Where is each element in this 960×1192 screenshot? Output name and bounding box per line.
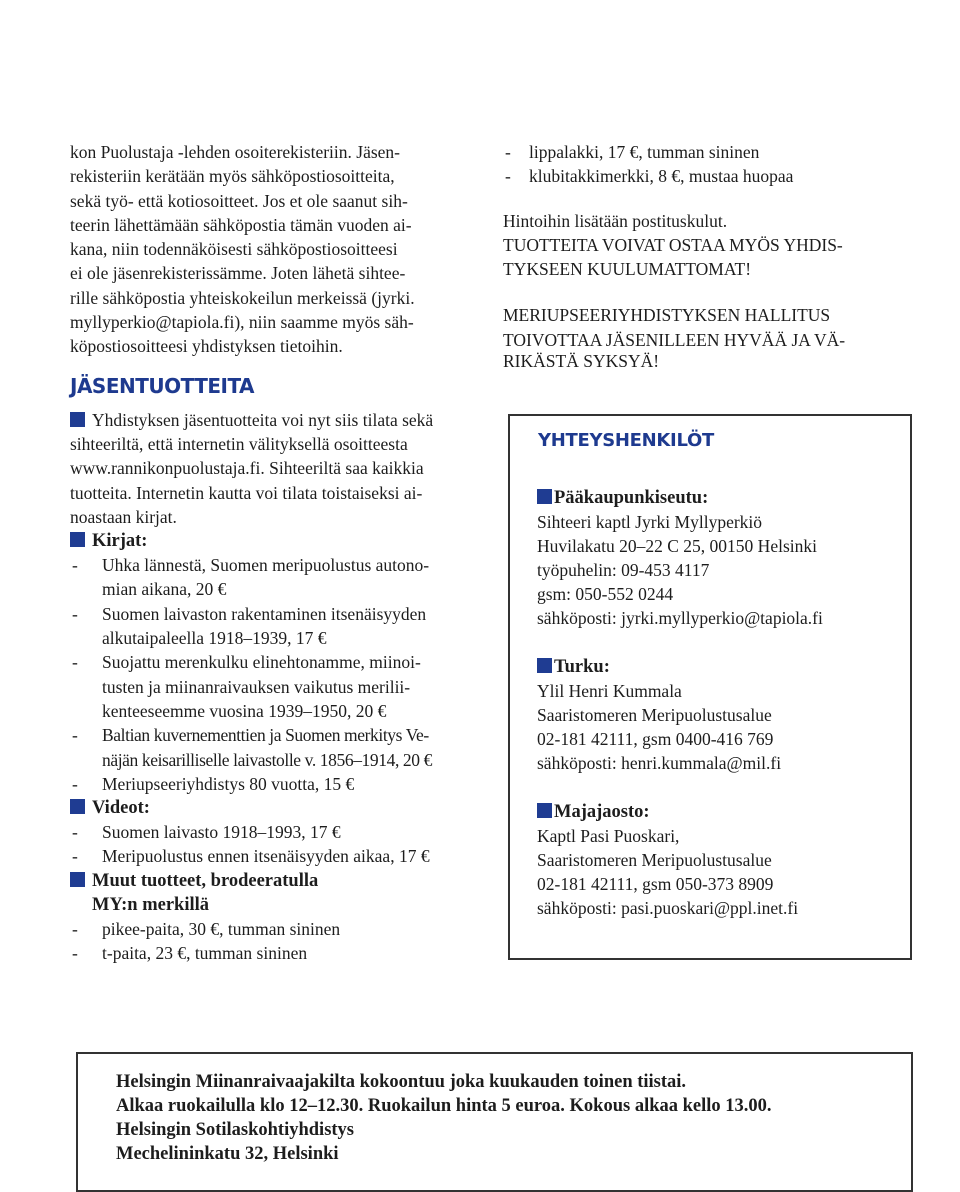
list-item (70, 844, 480, 868)
square-bullet-icon (70, 532, 85, 547)
more-products-list (503, 140, 913, 189)
intro-line: rekisteriin kerätään myös sähköpostiosoitteita, (70, 166, 395, 187)
greeting-line: MERIUPSEERIYHDISTYKSEN HALLITUS (503, 305, 831, 326)
notice-line: TUOTTEITA VOIVAT OSTAA MYÖS YHDIS- (503, 234, 843, 255)
list-item (70, 820, 480, 844)
list-item (70, 602, 480, 651)
greeting-line: RIKÄSTÄ SYKSYÄ! (503, 351, 660, 372)
contact-heading-label: Pääkaupunkiseutu: (554, 488, 709, 508)
intro-line: myllyperkio@tapiola.fi), niin saamme myös säh- (70, 312, 414, 333)
paragraph-line: www.rannikonpuolustaja.fi. Sihteeriltä saa kaikkia (70, 458, 424, 479)
contact-heading (537, 800, 798, 824)
dash-marker: - (72, 555, 78, 576)
right-column (503, 140, 913, 370)
books-list (70, 553, 480, 796)
section-title: JÄSENTUOTTEITA (70, 373, 255, 398)
list-item (503, 164, 913, 188)
videos-heading (70, 796, 480, 820)
square-bullet-icon (70, 412, 85, 427)
contacts-box (508, 414, 912, 960)
contact-line: sähköposti: henri.kummala@mil.fi (537, 753, 782, 773)
list-item-line: tusten ja miinanraivauksen vaikutus merilii- (102, 676, 411, 697)
announcement-box (76, 1052, 913, 1192)
contact-line: Huvilakatu 20–22 C 25, 00150 Helsinki (537, 536, 817, 556)
announcement-line: Helsingin Miinanraivaajakilta kokoontuu joka kuukauden toinen tiistai. (116, 1072, 687, 1092)
list-item-line: Suomen laivasto 1918–1993, 17 € (102, 822, 341, 843)
list-item-line: alkutaipaleella 1918–1939, 17 € (102, 628, 327, 649)
contact-line: Kaptl Pasi Puoskari, (537, 826, 680, 846)
contact-heading-label: Turku: (554, 657, 610, 677)
videos-heading-label: Videot: (92, 798, 150, 819)
contact-line: työpuhelin: 09-453 4117 (537, 560, 710, 580)
list-item (70, 917, 480, 941)
paragraph-line: Yhdistyksen jäsentuotteita voi nyt siis tilata sekä (92, 409, 434, 430)
dash-marker: - (72, 846, 78, 867)
list-item (70, 553, 480, 602)
contact-heading (537, 486, 823, 510)
dash-marker: - (72, 773, 78, 794)
list-item (70, 941, 480, 965)
dash-marker: - (72, 943, 78, 964)
other-products-list (70, 917, 480, 966)
square-bullet-icon (537, 803, 552, 818)
intro-line: teerin lähettämään sähköpostia tämän vuoden ai- (70, 214, 412, 235)
list-item-line: näjän keisarilliselle laivastolle v. 1856–1914, 20 € (102, 749, 432, 770)
contact-line: sähköposti: jyrki.myllyperkio@tapiola.fi (537, 608, 823, 628)
square-bullet-icon (70, 799, 85, 814)
list-item-line: Meripuolustus ennen itsenäisyyden aikaa, 17 € (102, 846, 430, 867)
left-column (70, 140, 480, 965)
square-bullet-icon (70, 872, 85, 887)
dash-marker: - (72, 822, 78, 843)
intro-line: köpostiosoitteesi yhdistyksen tietoihin. (70, 336, 343, 357)
contact-line: 02-181 42111, gsm 0400-416 769 (537, 729, 774, 749)
dash-marker: - (72, 603, 78, 624)
contact-line: Sihteeri kaptl Jyrki Myllyperkiö (537, 512, 763, 532)
announcement-line: Mechelininkatu 32, Helsinki (116, 1144, 339, 1164)
paragraph-line: noastaan kirjat. (70, 506, 177, 527)
notice-line: TYKSEEN KUULUMATTOMAT! (503, 259, 752, 280)
contact-line: Saaristomeren Meripuolustusalue (537, 850, 772, 870)
contact-group (537, 800, 798, 920)
other-products-heading (70, 869, 480, 893)
contact-line: Saaristomeren Meripuolustusalue (537, 705, 772, 725)
postage-note: Hintoihin lisätään postituskulut. (503, 210, 728, 231)
paragraph-line-with-bullet (70, 408, 480, 432)
list-item (70, 723, 480, 772)
list-item-line: lippalakki, 17 €, tumman sininen (529, 142, 760, 162)
intro-line: rille sähköpostia yhteiskokeilun merkeissä (jyrki. (70, 287, 415, 308)
paragraph-line: sihteeriltä, että internetin välityksellä osoitteesta (70, 433, 408, 454)
intro-paragraph (70, 140, 480, 359)
contact-line: gsm: 050-552 0244 (537, 584, 674, 604)
intro-line: kon Puolustaja -lehden osoiterekisteriin. Jäsen- (70, 142, 400, 162)
contact-line: sähköposti: pasi.puoskari@ppl.inet.fi (537, 898, 799, 918)
contact-group (537, 486, 823, 630)
paragraph-line: tuotteita. Internetin kautta voi tilata toistaiseksi ai- (70, 482, 423, 503)
list-item-line: Uhka lännestä, Suomen meripuolustus autono- (102, 555, 430, 576)
list-item-line: Meriupseeriyhdistys 80 vuotta, 15 € (102, 773, 355, 794)
list-item-line: klubitakkimerkki, 8 €, mustaa huopaa (529, 166, 794, 187)
other-products-heading-label: Muut tuotteet, brodeeratulla (92, 870, 319, 891)
members-products-paragraph (70, 408, 480, 529)
list-item (70, 650, 480, 723)
intro-line: ei ole jäsenrekisterissämme. Joten lähetä sihtee- (70, 263, 406, 284)
dash-marker: - (505, 166, 511, 187)
books-heading-label: Kirjat: (92, 531, 148, 552)
contacts-title: YHTEYSHENKILÖT (538, 430, 714, 451)
square-bullet-icon (537, 489, 552, 504)
dash-marker: - (72, 918, 78, 939)
contact-group (537, 655, 781, 775)
list-item-line: Suojattu merenkulku elinehtonamme, miinoi- (102, 652, 421, 673)
list-item-line: mian aikana, 20 € (102, 579, 227, 600)
contact-heading-label: Majajaosto: (554, 802, 650, 822)
announcement-line: Alkaa ruokailulla klo 12–12.30. Ruokailun hinta 5 euroa. Kokous alkaa kello 13.00. (116, 1096, 772, 1116)
announcement-text (116, 1070, 772, 1166)
list-item-line: Suomen laivaston rakentaminen itsenäisyyden (102, 603, 427, 624)
list-item-line: pikee-paita, 30 €, tumman sininen (102, 918, 341, 939)
list-item (503, 140, 913, 164)
intro-line: kana, niin todennäköisesti sähköpostiosoitteesi (70, 239, 398, 260)
dash-marker: - (505, 142, 511, 162)
square-bullet-icon (537, 658, 552, 673)
contact-line: Ylil Henri Kummala (537, 681, 682, 701)
books-heading (70, 529, 480, 553)
list-item-line: kenteeseemme vuosina 1939–1950, 20 € (102, 700, 387, 721)
list-item (70, 772, 480, 796)
list-item-line: t-paita, 23 €, tumman sininen (102, 943, 308, 964)
greeting-line: TOIVOTTAA JÄSENILLEEN HYVÄÄ JA VÄ- (503, 329, 846, 350)
list-item-line: Baltian kuvernementtien ja Suomen merkitys Ve- (102, 725, 429, 746)
contact-heading (537, 655, 781, 679)
videos-list (70, 820, 480, 869)
dash-marker: - (72, 725, 78, 746)
dash-marker: - (72, 652, 78, 673)
announcement-line: Helsingin Sotilaskohtiyhdistys (116, 1120, 355, 1140)
intro-line: sekä työ- että kotiosoitteet. Jos et ole saanut sih- (70, 190, 408, 211)
other-products-subheading: MY:n merkillä (92, 894, 209, 915)
contact-line: 02-181 42111, gsm 050-373 8909 (537, 874, 774, 894)
